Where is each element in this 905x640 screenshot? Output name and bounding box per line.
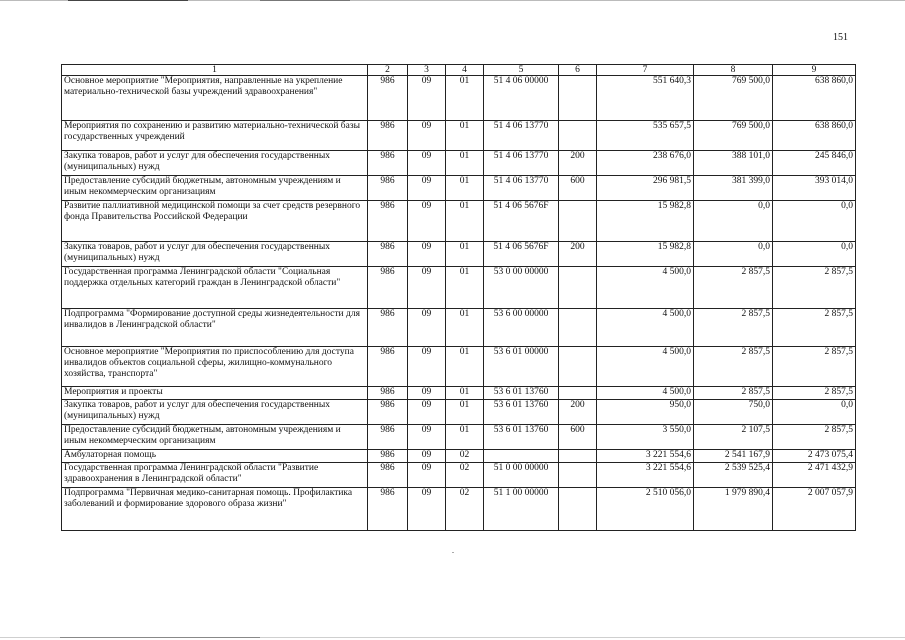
column-header: 4 bbox=[446, 65, 484, 76]
ministry-code: 986 bbox=[368, 151, 408, 176]
table-row bbox=[62, 309, 856, 347]
target-article-code: 53 6 01 13760 bbox=[484, 425, 559, 450]
ministry-code: 986 bbox=[368, 121, 408, 151]
table-row bbox=[62, 400, 856, 425]
subsection-code: 01 bbox=[446, 347, 484, 387]
amount-col-8: 769 500,0 bbox=[694, 76, 773, 121]
column-header: 6 bbox=[559, 65, 597, 76]
expense-type-code bbox=[559, 450, 597, 463]
ministry-code: 986 bbox=[368, 201, 408, 242]
amount-col-9: 2 471 432,9 bbox=[773, 463, 856, 488]
amount-col-8: 1 979 890,4 bbox=[694, 488, 773, 531]
section-code: 09 bbox=[408, 309, 446, 347]
amount-col-8: 2 107,5 bbox=[694, 425, 773, 450]
column-header: 3 bbox=[408, 65, 446, 76]
column-header: 7 bbox=[597, 65, 694, 76]
row-name: Развитие паллиативной медицинской помощи за счет средств резервного фонда Правительства Российской Федерации bbox=[62, 201, 368, 242]
row-name: Предоставление субсидий бюджетным, автономным учреждениям и иным некоммерческим организациям bbox=[62, 425, 368, 450]
subsection-code: 01 bbox=[446, 400, 484, 425]
column-header: 2 bbox=[368, 65, 408, 76]
table-row bbox=[62, 387, 856, 400]
target-article-code: 51 1 00 00000 bbox=[484, 488, 559, 531]
expense-type-code: 200 bbox=[559, 242, 597, 267]
ministry-code: 986 bbox=[368, 488, 408, 531]
budget-table bbox=[61, 64, 856, 531]
amount-col-8: 381 399,0 bbox=[694, 176, 773, 201]
column-header: 1 bbox=[62, 65, 368, 76]
expense-type-code bbox=[559, 387, 597, 400]
ministry-code: 986 bbox=[368, 347, 408, 387]
target-article-code: 51 4 06 5676F bbox=[484, 242, 559, 267]
amount-col-8: 769 500,0 bbox=[694, 121, 773, 151]
row-name: Закупка товаров, работ и услуг для обеспечения государственных (муниципальных) нужд bbox=[62, 400, 368, 425]
amount-col-8: 2 541 167,9 bbox=[694, 450, 773, 463]
section-code: 09 bbox=[408, 463, 446, 488]
target-article-code bbox=[484, 450, 559, 463]
section-code: 09 bbox=[408, 488, 446, 531]
section-code: 09 bbox=[408, 347, 446, 387]
ministry-code: 986 bbox=[368, 76, 408, 121]
expense-type-code bbox=[559, 463, 597, 488]
ministry-code: 986 bbox=[368, 463, 408, 488]
expense-type-code bbox=[559, 267, 597, 309]
subsection-code: 01 bbox=[446, 121, 484, 151]
row-name: Закупка товаров, работ и услуг для обеспечения государственных (муниципальных) нужд bbox=[62, 242, 368, 267]
subsection-code: 01 bbox=[446, 267, 484, 309]
amount-col-7: 15 982,8 bbox=[597, 201, 694, 242]
table-row bbox=[62, 76, 856, 121]
scan-top-mark bbox=[68, 0, 188, 1]
expense-type-code bbox=[559, 121, 597, 151]
target-article-code: 51 4 06 13770 bbox=[484, 151, 559, 176]
section-code: 09 bbox=[408, 400, 446, 425]
target-article-code: 53 6 00 00000 bbox=[484, 309, 559, 347]
expense-type-code: 600 bbox=[559, 425, 597, 450]
amount-col-7: 4 500,0 bbox=[597, 347, 694, 387]
section-code: 09 bbox=[408, 387, 446, 400]
ministry-code: 986 bbox=[368, 425, 408, 450]
subsection-code: 01 bbox=[446, 387, 484, 400]
ministry-code: 986 bbox=[368, 400, 408, 425]
amount-col-7: 3 221 554,6 bbox=[597, 450, 694, 463]
row-name: Мероприятия по сохранению и развитию материально-технической базы государственных учреждений bbox=[62, 121, 368, 151]
amount-col-9: 2 857,5 bbox=[773, 425, 856, 450]
row-name: Мероприятия и проекты bbox=[62, 387, 368, 400]
expense-type-code bbox=[559, 76, 597, 121]
amount-col-9: 2 007 057,9 bbox=[773, 488, 856, 531]
row-name: Основное мероприятие "Мероприятия по приспособлению для доступа инвалидов объектов социальной сферы, жилищно-коммунального хозяйства, транспорта" bbox=[62, 347, 368, 387]
target-article-code: 51 4 06 13770 bbox=[484, 176, 559, 201]
section-code: 09 bbox=[408, 267, 446, 309]
subsection-code: 02 bbox=[446, 463, 484, 488]
section-code: 09 bbox=[408, 242, 446, 267]
amount-col-9: 0,0 bbox=[773, 242, 856, 267]
amount-col-8: 2 857,5 bbox=[694, 309, 773, 347]
amount-col-7: 535 657,5 bbox=[597, 121, 694, 151]
table-row bbox=[62, 267, 856, 309]
row-name: Государственная программа Ленинградской области "Развитие здравоохранения в Ленинградской области" bbox=[62, 463, 368, 488]
target-article-code: 51 0 00 00000 bbox=[484, 463, 559, 488]
subsection-code: 01 bbox=[446, 176, 484, 201]
amount-col-9: 2 857,5 bbox=[773, 309, 856, 347]
ministry-code: 986 bbox=[368, 387, 408, 400]
amount-col-9: 2 857,5 bbox=[773, 267, 856, 309]
amount-col-8: 2 857,5 bbox=[694, 267, 773, 309]
target-article-code: 51 4 06 00000 bbox=[484, 76, 559, 121]
amount-col-7: 3 550,0 bbox=[597, 425, 694, 450]
amount-col-7: 238 676,0 bbox=[597, 151, 694, 176]
amount-col-7: 15 982,8 bbox=[597, 242, 694, 267]
subsection-code: 01 bbox=[446, 242, 484, 267]
amount-col-9: 0,0 bbox=[773, 201, 856, 242]
expense-type-code: 600 bbox=[559, 176, 597, 201]
amount-col-9: 2 473 075,4 bbox=[773, 450, 856, 463]
row-name: Государственная программа Ленинградской области "Социальная поддержка отдельных категорий граждан в Ленинградской области" bbox=[62, 267, 368, 309]
amount-col-8: 388 101,0 bbox=[694, 151, 773, 176]
target-article-code: 53 6 01 13760 bbox=[484, 387, 559, 400]
target-article-code: 51 4 06 5676F bbox=[484, 201, 559, 242]
amount-col-8: 2 857,5 bbox=[694, 347, 773, 387]
amount-col-8: 2 857,5 bbox=[694, 387, 773, 400]
amount-col-9: 638 860,0 bbox=[773, 121, 856, 151]
amount-col-8: 750,0 bbox=[694, 400, 773, 425]
amount-col-9: 2 857,5 bbox=[773, 347, 856, 387]
amount-col-9: 0,0 bbox=[773, 400, 856, 425]
row-name: Амбулаторная помощь bbox=[62, 450, 368, 463]
amount-col-7: 551 640,3 bbox=[597, 76, 694, 121]
table-row bbox=[62, 242, 856, 267]
amount-col-9: 638 860,0 bbox=[773, 76, 856, 121]
section-code: 09 bbox=[408, 121, 446, 151]
row-name: Закупка товаров, работ и услуг для обеспечения государственных (муниципальных) нужд bbox=[62, 151, 368, 176]
amount-col-7: 4 500,0 bbox=[597, 267, 694, 309]
row-name: Подпрограмма "Формирование доступной среды жизнедеятельности для инвалидов в Ленинградской области" bbox=[62, 309, 368, 347]
subsection-code: 01 bbox=[446, 309, 484, 347]
section-code: 09 bbox=[408, 450, 446, 463]
ministry-code: 986 bbox=[368, 267, 408, 309]
amount-col-8: 0,0 bbox=[694, 201, 773, 242]
target-article-code: 53 0 00 00000 bbox=[484, 267, 559, 309]
table-row bbox=[62, 488, 856, 531]
subsection-code: 02 bbox=[446, 450, 484, 463]
amount-col-8: 0,0 bbox=[694, 242, 773, 267]
ministry-code: 986 bbox=[368, 242, 408, 267]
expense-type-code bbox=[559, 488, 597, 531]
row-name: Подпрограмма "Первичная медико-санитарная помощь. Профилактика заболеваний и формирование здорового образа жизни" bbox=[62, 488, 368, 531]
table-row bbox=[62, 463, 856, 488]
expense-type-code bbox=[559, 347, 597, 387]
amount-col-7: 2 510 056,0 bbox=[597, 488, 694, 531]
table-row bbox=[62, 151, 856, 176]
target-article-code: 53 6 01 13760 bbox=[484, 400, 559, 425]
table-header-row bbox=[62, 65, 856, 76]
amount-col-9: 393 014,0 bbox=[773, 176, 856, 201]
table-row bbox=[62, 121, 856, 151]
page-number: 151 bbox=[833, 32, 848, 43]
subsection-code: 02 bbox=[446, 488, 484, 531]
ministry-code: 986 bbox=[368, 309, 408, 347]
amount-col-9: 2 857,5 bbox=[773, 387, 856, 400]
table-row bbox=[62, 425, 856, 450]
amount-col-7: 296 981,5 bbox=[597, 176, 694, 201]
ministry-code: 986 bbox=[368, 176, 408, 201]
amount-col-7: 3 221 554,6 bbox=[597, 463, 694, 488]
section-code: 09 bbox=[408, 76, 446, 121]
section-code: 09 bbox=[408, 151, 446, 176]
target-article-code: 51 4 06 13770 bbox=[484, 121, 559, 151]
expense-type-code bbox=[559, 201, 597, 242]
scan-bottom-mark bbox=[60, 637, 260, 638]
section-code: 09 bbox=[408, 176, 446, 201]
amount-col-9: 245 846,0 bbox=[773, 151, 856, 176]
expense-type-code: 200 bbox=[559, 400, 597, 425]
section-code: 09 bbox=[408, 425, 446, 450]
ministry-code: 986 bbox=[368, 450, 408, 463]
column-header: 9 bbox=[773, 65, 856, 76]
table-row bbox=[62, 201, 856, 242]
scan-top-mark bbox=[260, 0, 350, 1]
scan-speck bbox=[452, 552, 454, 553]
subsection-code: 01 bbox=[446, 76, 484, 121]
amount-col-7: 4 500,0 bbox=[597, 309, 694, 347]
amount-col-8: 2 539 525,4 bbox=[694, 463, 773, 488]
subsection-code: 01 bbox=[446, 425, 484, 450]
table-row bbox=[62, 450, 856, 463]
table-row bbox=[62, 347, 856, 387]
amount-col-7: 950,0 bbox=[597, 400, 694, 425]
target-article-code: 53 6 01 00000 bbox=[484, 347, 559, 387]
expense-type-code: 200 bbox=[559, 151, 597, 176]
subsection-code: 01 bbox=[446, 151, 484, 176]
column-header: 8 bbox=[694, 65, 773, 76]
amount-col-7: 4 500,0 bbox=[597, 387, 694, 400]
column-header: 5 bbox=[484, 65, 559, 76]
subsection-code: 01 bbox=[446, 201, 484, 242]
row-name: Основное мероприятие "Мероприятия, направленные на укрепление материально-технической базы учреждений здравоохранения" bbox=[62, 76, 368, 121]
expense-type-code bbox=[559, 309, 597, 347]
section-code: 09 bbox=[408, 201, 446, 242]
table-row bbox=[62, 176, 856, 201]
row-name: Предоставление субсидий бюджетным, автономным учреждениям и иным некоммерческим организациям bbox=[62, 176, 368, 201]
